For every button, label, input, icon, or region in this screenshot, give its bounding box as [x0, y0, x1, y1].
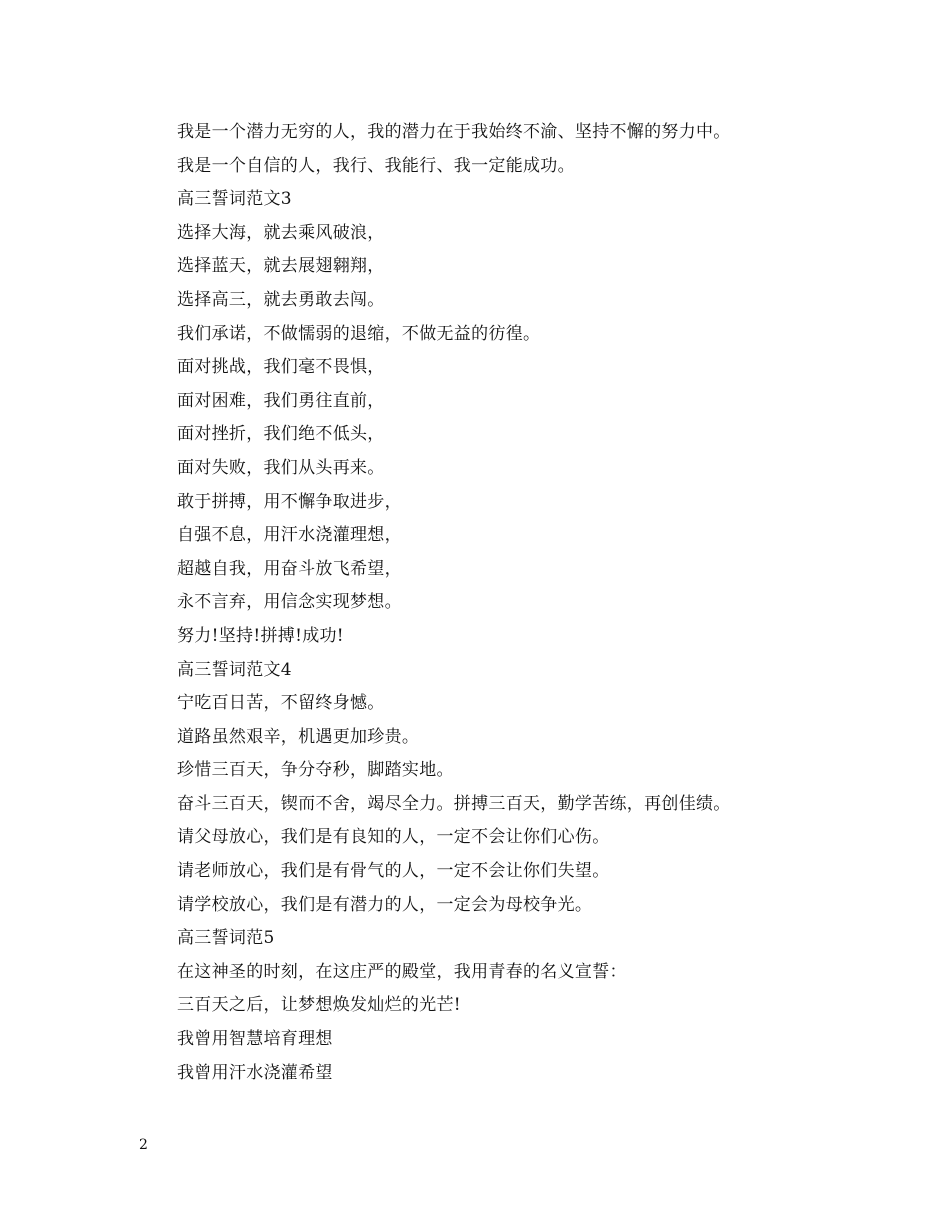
text-line: 面对失败，我们从头再来。: [177, 457, 385, 478]
text-line: 努力!坚持!拼搏!成功!: [177, 625, 344, 646]
text-line: 在这神圣的时刻，在这庄严的殿堂，我用青春的名义宣誓：: [177, 961, 627, 982]
text-line: 选择大海，就去乘风破浪，: [177, 222, 385, 243]
text-line: 永不言弃，用信念实现梦想。: [177, 592, 402, 613]
text-line: 我们承诺，不做懦弱的退缩，不做无益的彷徨。: [177, 323, 541, 344]
text-line: 我曾用智慧培育理想: [177, 1029, 333, 1050]
section-heading: 高三誓词范文4: [177, 659, 292, 680]
text-line: 道路虽然艰辛，机遇更加珍贵。: [177, 726, 420, 747]
text-line: 我是一个自信的人，我行、我能行、我一定能成功。: [177, 155, 575, 176]
text-line: 选择高三，就去勇敢去闯。: [177, 289, 385, 310]
text-line: 超越自我，用奋斗放飞希望，: [177, 558, 402, 579]
text-line: 三百天之后，让梦想焕发灿烂的光芒!: [177, 995, 461, 1016]
text-line: 请老师放心，我们是有骨气的人，一定不会让你们失望。: [177, 861, 610, 882]
text-line: 宁吃百日苦，不留终身憾。: [177, 693, 385, 714]
text-line: 奋斗三百天，锲而不舍，竭尽全力。拼搏三百天，勤学苦练，再创佳绩。: [177, 793, 731, 814]
page-body: [177, 116, 857, 1090]
text-line: 选择蓝天，就去展翅翱翔，: [177, 256, 385, 277]
text-line: 自强不息，用汗水浇灌理想，: [177, 525, 402, 546]
text-line: 我是一个潜力无穷的人，我的潜力在于我始终不渝、坚持不懈的努力中。: [177, 122, 731, 142]
text-line: 请学校放心，我们是有潜力的人，一定会为母校争光。: [177, 894, 593, 915]
text-line: 面对挑战，我们毫不畏惧，: [177, 357, 385, 378]
text-line: 面对困难，我们勇往直前，: [177, 390, 385, 411]
section-heading: 高三誓词范文3: [177, 189, 292, 210]
text-line: 我曾用汗水浇灌希望: [177, 1062, 333, 1083]
text-line: 面对挫折，我们绝不低头，: [177, 424, 385, 445]
section-heading: 高三誓词范5: [177, 928, 275, 949]
text-line: 请父母放心，我们是有良知的人，一定不会让你们心伤。: [177, 827, 610, 848]
text-line: 敢于拼搏，用不懈争取进步，: [177, 491, 402, 512]
page-number: 2: [139, 1137, 148, 1153]
text-line: 珍惜三百天，争分夺秒，脚踏实地。: [177, 760, 454, 781]
